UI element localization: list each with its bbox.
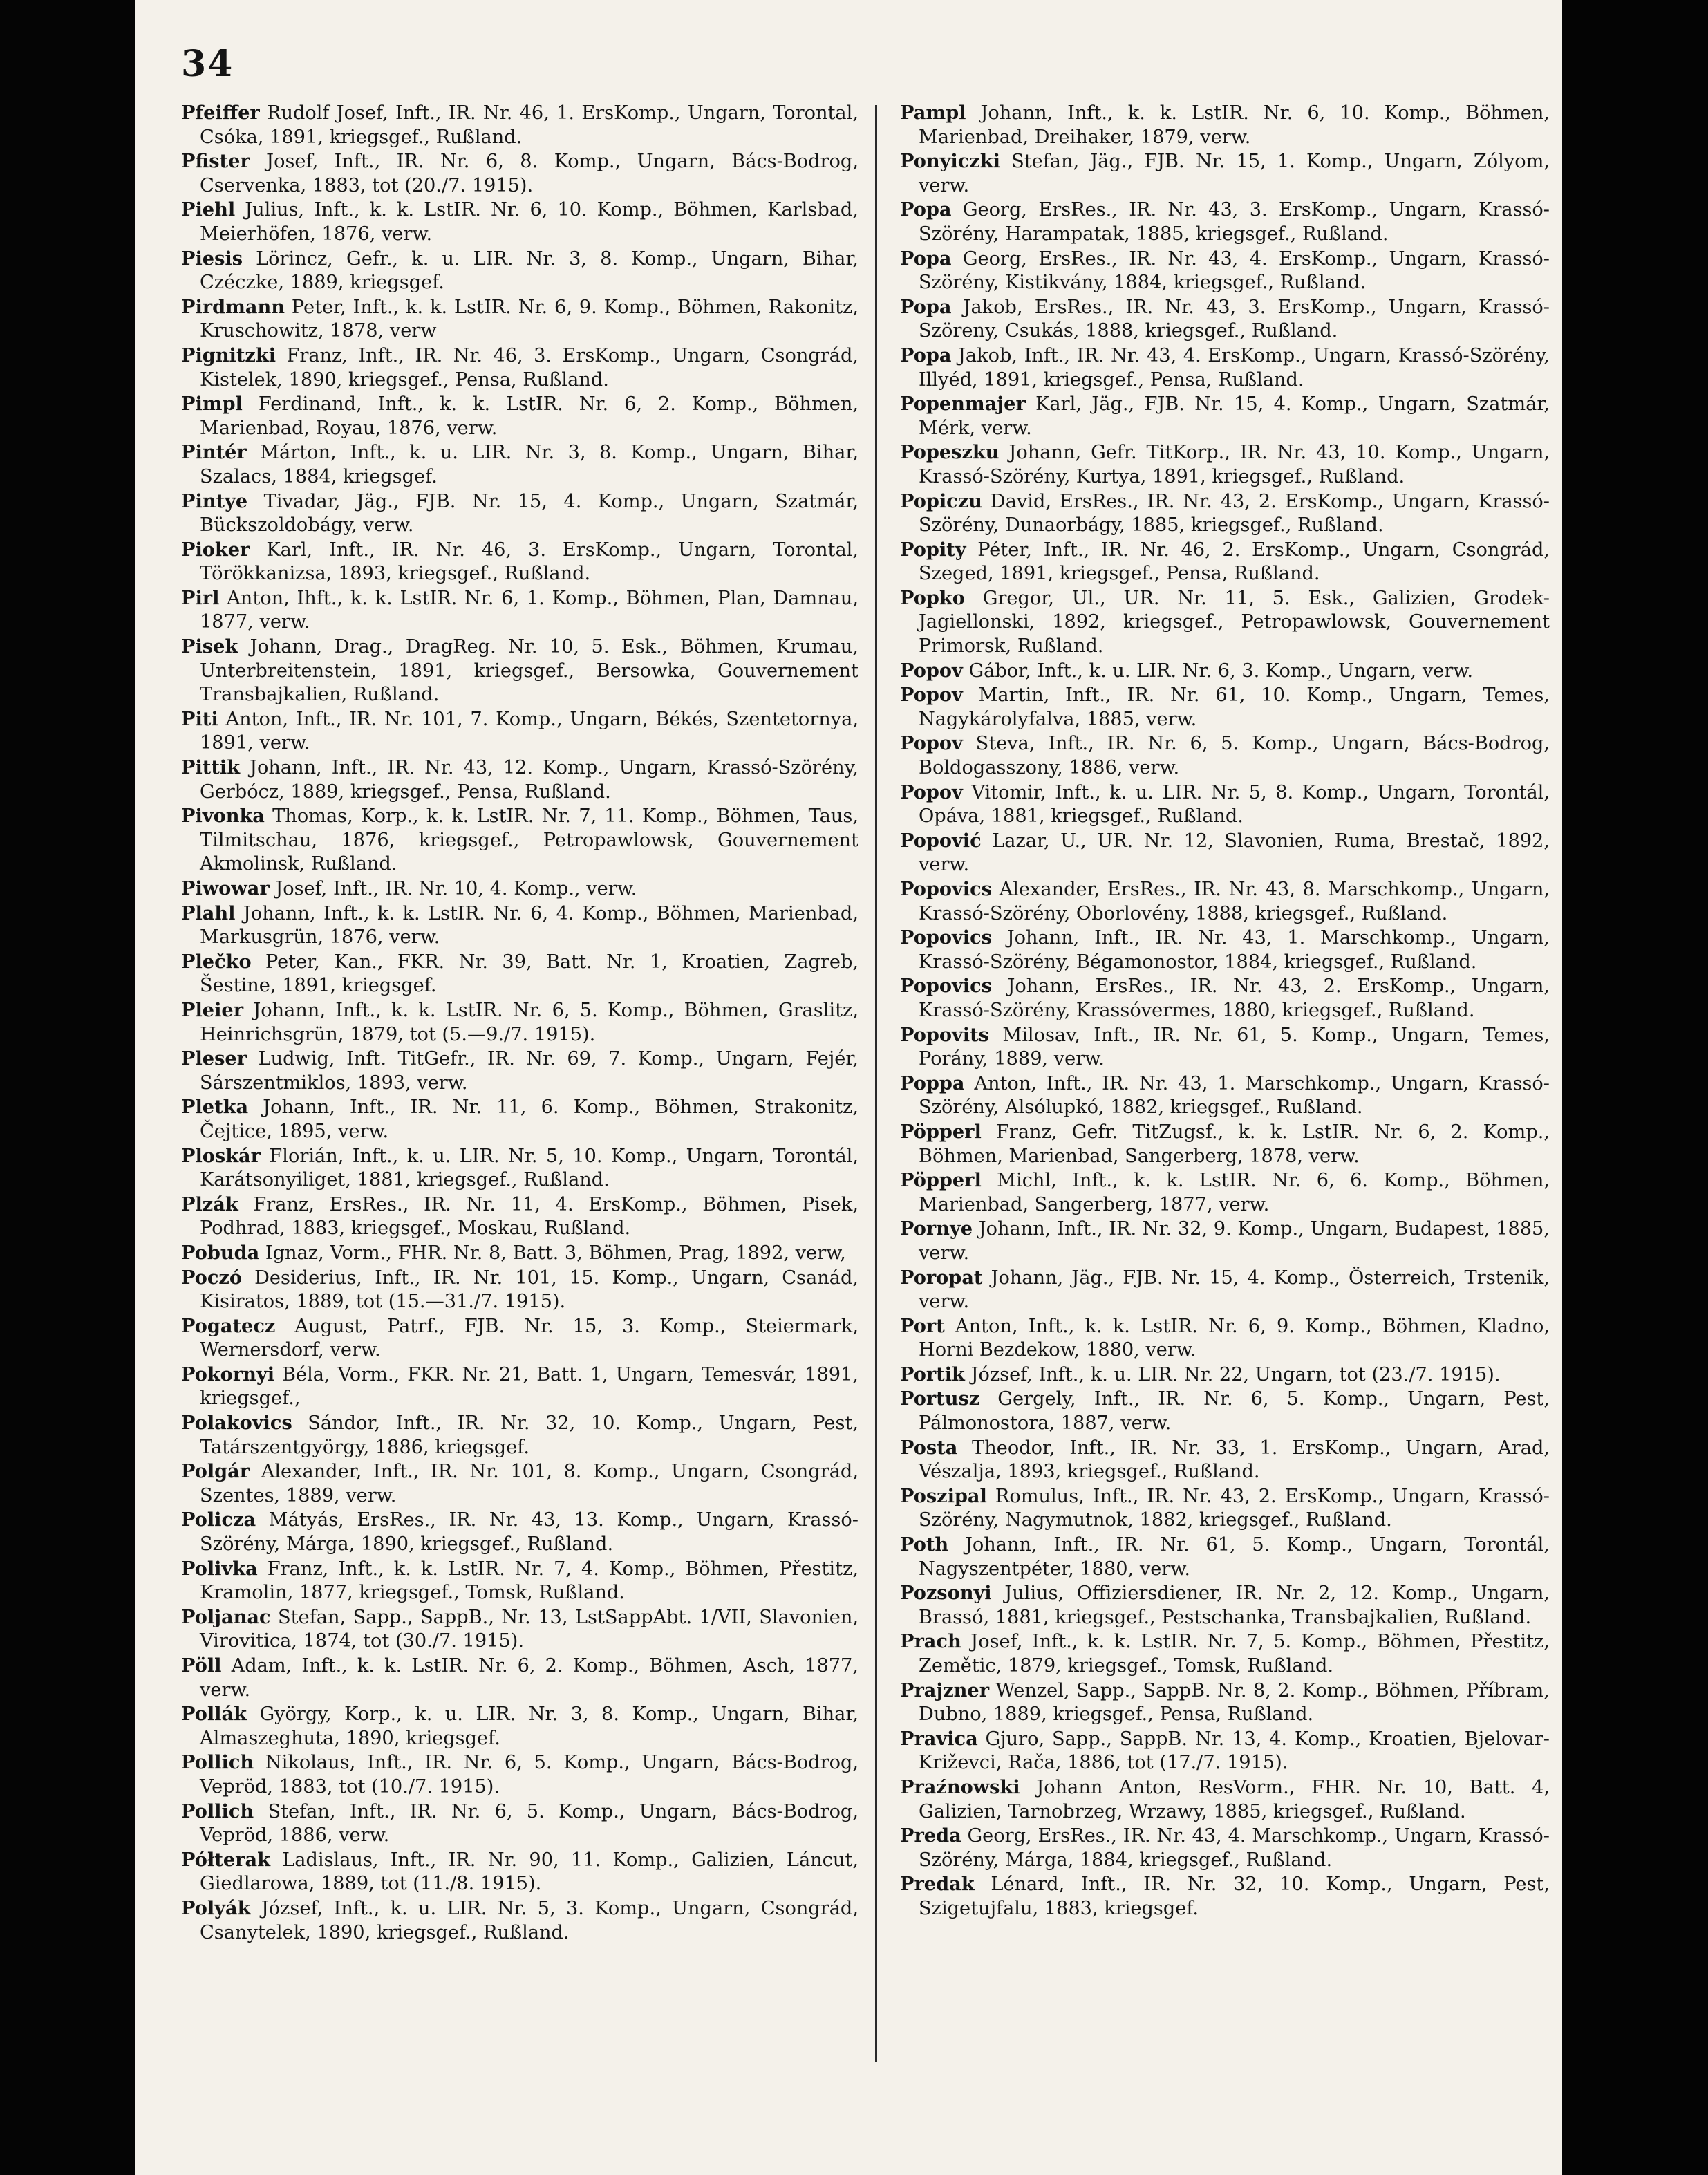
- entry-details: Gábor, Inft., k. u. LIR. Nr. 6, 3. Komp., Ungarn, verw.: [968, 660, 1473, 682]
- entry-surname: Popity: [900, 538, 966, 561]
- entry-details: Theodor, Inft., IR. Nr. 33, 1. ErsKomp., Ungarn, Arad, Vészalja, 1893, kriegsgef., Rußland.: [919, 1437, 1550, 1483]
- entry-details: Lazar, U., UR. Nr. 12, Slavonien, Ruma, Brestač, 1892, verw.: [919, 830, 1550, 876]
- list-item: [900, 1679, 1550, 1727]
- entry-details: Johann, Inft., IR. Nr. 11, 6. Komp., Böhmen, Strakonitz, Čejtice, 1895, verw.: [200, 1096, 858, 1142]
- entry-details: Georg, ErsRes., IR. Nr. 43, 4. Marschkomp., Ungarn, Krassó-Szörény, Márga, 1884, kriegsgef., Rußland.: [919, 1825, 1550, 1871]
- entry-details: Tivadar, Jäg., FJB. Nr. 15, 4. Komp., Ungarn, Szatmár, Bückszoldobágy, verw.: [200, 490, 858, 536]
- list-item: [900, 877, 1550, 926]
- list-item: [181, 1411, 858, 1459]
- list-item: [181, 635, 858, 707]
- page-number: 34: [181, 43, 234, 85]
- scan-border-left: [0, 0, 135, 2175]
- list-item: [181, 489, 858, 538]
- entry-surname: Piesis: [181, 247, 243, 270]
- list-item: [900, 295, 1550, 344]
- entry-details: Stefan, Sapp., SappB., Nr. 13, LstSappAbt. 1/VII, Slavonien, Virovitica, 1874, tot (30./7. 1915).: [200, 1606, 858, 1652]
- list-item: [181, 440, 858, 489]
- entry-details: Mátyás, ErsRes., IR. Nr. 43, 13. Komp., Ungarn, Krassó-Szörény, Márga, 1890, kriegsgef., Rußland.: [200, 1509, 858, 1556]
- entry-details: Johann, Inft., k. k. LstIR. Nr. 6, 4. Komp., Böhmen, Marienbad, Markusgrün, 1876, verw.: [200, 902, 858, 949]
- entry-surname: Portik: [900, 1363, 965, 1385]
- entry-surname: Pozsonyi: [900, 1582, 992, 1605]
- entry-details: Nikolaus, Inft., IR. Nr. 6, 5. Komp., Ungarn, Bács-Bodrog, Vepröd, 1883, tot (10./7. 1915).: [200, 1752, 858, 1798]
- list-item: [181, 950, 858, 998]
- entry-details: Michl, Inft., k. k. LstIR. Nr. 6, 6. Komp., Böhmen, Marienbad, Sangerberg, 1877, verw.: [919, 1170, 1550, 1215]
- entry-details: Georg, ErsRes., IR. Nr. 43, 3. ErsKomp., Ungarn, Krassó-Szörény, Harampatak, 1885, kriegsgef., Rußland.: [919, 199, 1550, 245]
- list-item: [181, 1848, 858, 1896]
- list-item: [181, 1751, 858, 1799]
- list-item: [181, 998, 858, 1047]
- entry-details: David, ErsRes., IR. Nr. 43, 2. ErsKomp., Ungarn, Krassó-Szörény, Dunaorbágy, 1885, kriegsgef., Rußland.: [919, 490, 1550, 536]
- entry-details: József, Inft., k. u. LIR. Nr. 22, Ungarn, tot (23./7. 1915).: [970, 1363, 1501, 1385]
- list-item: [900, 538, 1550, 586]
- entry-surname: Poth: [900, 1533, 949, 1556]
- list-item: [900, 344, 1550, 392]
- entry-surname: Popa: [900, 344, 952, 366]
- entry-details: Gregor, Ul., UR. Nr. 11, 5. Esk., Galizien, Grodek-Jagiellonski, 1892, kriegsgef., Petropawlowsk, Gouvernement Primorsk, Rußland.: [919, 587, 1550, 657]
- entry-surname: Prach: [900, 1630, 961, 1653]
- entry-surname: Pletka: [181, 1096, 249, 1119]
- entry-details: Franz, Gefr. TitZugsf., k. k. LstIR. Nr. 6, 2. Komp., Böhmen, Marienbad, Sangerberg, 1878, verw.: [919, 1121, 1550, 1167]
- list-item: [900, 1314, 1550, 1363]
- left-column: [181, 101, 858, 1945]
- entry-surname: Poczó: [181, 1266, 242, 1289]
- entry-surname: Polgár: [181, 1460, 250, 1483]
- list-item: [181, 1459, 858, 1508]
- entry-surname: Preda: [900, 1824, 961, 1847]
- list-item: [181, 295, 858, 344]
- list-item: [900, 683, 1550, 731]
- list-item: [900, 247, 1550, 295]
- entry-surname: Pintye: [181, 489, 248, 512]
- entry-details: Johann, Inft., k. k. LstIR. Nr. 6, 10. Komp., Böhmen, Marienbad, Dreihaker, 1879, verw.: [919, 102, 1550, 148]
- entry-surname: Piwowar: [181, 877, 270, 899]
- list-item: [900, 1387, 1550, 1435]
- list-item: [181, 707, 858, 756]
- entry-surname: Pioker: [181, 538, 250, 561]
- scan-border-right: [1562, 0, 1708, 2175]
- entry-surname: Popa: [900, 295, 952, 318]
- list-item: [181, 1241, 858, 1266]
- entry-surname: Plzák: [181, 1193, 238, 1215]
- entry-details: Wenzel, Sapp., SappB. Nr. 8, 2. Komp., Böhmen, Příbram, Dubno, 1889, kriegsgef., Pensa, Rußland.: [919, 1679, 1550, 1726]
- list-item: [900, 1533, 1550, 1581]
- entry-details: Milosav, Inft., IR. Nr. 61, 5. Komp., Ungarn, Temes, Porány, 1889, verw.: [919, 1024, 1550, 1070]
- entry-surname: Poljanac: [181, 1605, 271, 1628]
- entry-surname: Pivonka: [181, 805, 265, 828]
- list-item: [181, 538, 858, 586]
- entry-surname: Portusz: [900, 1388, 980, 1410]
- entry-details: Anton, Inft., IR. Nr. 101, 7. Komp., Ungarn, Békés, Szentetornya, 1891, verw.: [200, 708, 858, 754]
- entry-surname: Polakovics: [181, 1412, 292, 1435]
- entry-details: Peter, Kan., FKR. Nr. 39, Batt. Nr. 1, Kroatien, Zagreb, Šestine, 1891, kriegsgef.: [200, 951, 858, 997]
- entry-details: Stefan, Jäg., FJB. Nr. 15, 1. Komp., Ungarn, Zólyom, verw.: [919, 151, 1550, 196]
- entry-details: Steva, Inft., IR. Nr. 6, 5. Komp., Ungarn, Bács-Bodrog, Boldogasszony, 1886, verw.: [919, 733, 1550, 779]
- entry-details: Vitomir, Inft., k. u. LIR. Nr. 5, 8. Komp., Ungarn, Torontál, Opáva, 1881, kriegsgef., Rußland.: [919, 781, 1550, 828]
- right-column: [900, 101, 1550, 1921]
- entry-surname: Polivka: [181, 1557, 258, 1580]
- entry-details: Ladislaus, Inft., IR. Nr. 90, 11. Komp., Galizien, Láncut, Giedlarowa, 1889, tot (11./8. 1915).: [200, 1849, 858, 1895]
- entry-details: Franz, ErsRes., IR. Nr. 11, 4. ErsKomp., Böhmen, Pisek, Podhrad, 1883, kriegsgef., Moskau, Rußland.: [200, 1193, 858, 1240]
- list-item: [181, 344, 858, 392]
- entry-details: Julius, Inft., k. k. LstIR. Nr. 6, 10. Komp., Böhmen, Karlsbad, Meierhöfen, 1876, verw.: [200, 199, 858, 245]
- entry-details: Márton, Inft., k. u. LIR. Nr. 3, 8. Komp., Ungarn, Bihar, Szalacs, 1884, kriegsgef.: [200, 442, 858, 487]
- entry-details: Ludwig, Inft. TitGefr., IR. Nr. 69, 7. Komp., Ungarn, Fejér, Sárszentmiklos, 1893, verw.: [200, 1048, 858, 1094]
- entry-details: Anton, Ihft., k. k. LstIR. Nr. 6, 1. Komp., Böhmen, Plan, Damnau, 1877, verw.: [200, 587, 858, 633]
- list-item: [900, 926, 1550, 974]
- list-item: [900, 1775, 1550, 1824]
- entry-details: Johann, Jäg., FJB. Nr. 15, 4. Komp., Österreich, Trstenik, verw.: [919, 1267, 1550, 1313]
- list-item: [900, 1363, 1550, 1388]
- list-item: [181, 1654, 858, 1702]
- entry-details: Johann, Drag., DragReg. Nr. 10, 5. Esk., Böhmen, Krumau, Unterbreitenstein, 1891, kriegsgef., Bersowka, Gouvernement Transbajkalien, Rußland.: [200, 636, 858, 706]
- entry-details: Anton, Inft., IR. Nr. 43, 1. Marschkomp., Ungarn, Krassó-Szörény, Alsólupkó, 1882, kriegsgef., Rußland.: [919, 1072, 1550, 1119]
- list-item: [900, 1168, 1550, 1217]
- entry-details: Johann, Inft., k. k. LstIR. Nr. 6, 5. Komp., Böhmen, Graslitz, Heinrichsgrün, 1879, tot (5.—9./7. 1915).: [200, 999, 858, 1045]
- list-item: [900, 731, 1550, 780]
- list-item: [181, 101, 858, 149]
- entry-details: Thomas, Korp., k. k. LstIR. Nr. 7, 11. Komp., Böhmen, Taus, Tilmitschau, 1876, kriegsgef., Petropawlowsk, Gouvernement Akmolinsk, Rußland.: [200, 805, 858, 875]
- entry-surname: Pleser: [181, 1047, 247, 1070]
- entry-surname: Popenmajer: [900, 393, 1026, 416]
- list-item: [181, 1095, 858, 1143]
- list-item: [181, 1144, 858, 1193]
- list-item: [900, 1727, 1550, 1775]
- list-item: [900, 659, 1550, 684]
- entry-surname: Pampl: [900, 102, 966, 124]
- entry-surname: Popovics: [900, 926, 992, 949]
- list-item: [181, 1047, 858, 1095]
- list-item: [900, 1072, 1550, 1120]
- list-item: [900, 974, 1550, 1023]
- document-page: [135, 0, 1562, 2175]
- entry-surname: Popa: [900, 247, 952, 270]
- list-item: [181, 1800, 858, 1848]
- entry-details: Alexander, Inft., IR. Nr. 101, 8. Komp., Ungarn, Csongrád, Szentes, 1889, verw.: [200, 1461, 858, 1506]
- entry-details: Johann, Inft., IR. Nr. 32, 9. Komp., Ungarn, Budapest, 1885, verw.: [919, 1218, 1550, 1264]
- column-divider: [875, 105, 877, 2062]
- entry-surname: Ponyiczki: [900, 150, 1000, 173]
- entry-surname: Poropat: [900, 1266, 983, 1289]
- entry-details: August, Patrf., FJB. Nr. 15, 3. Komp., Steiermark, Wernersdorf, verw.: [200, 1315, 858, 1361]
- entry-surname: Popko: [900, 586, 965, 609]
- entry-surname: Pöll: [181, 1654, 222, 1677]
- entry-surname: Policza: [181, 1509, 256, 1531]
- list-item: [181, 1557, 858, 1605]
- entry-surname: Piehl: [181, 198, 236, 221]
- entry-details: Johann, Gefr. TitKorp., IR. Nr. 43, 10. Komp., Ungarn, Krassó-Szörény, Kurtya, 1891, kriegsgef., Rußland.: [919, 442, 1550, 487]
- entry-details: Desiderius, Inft., IR. Nr. 101, 15. Komp., Ungarn, Csanád, Kisiratos, 1889, tot (15.—31./7. 1915).: [200, 1267, 858, 1313]
- list-item: [900, 489, 1550, 538]
- entry-details: Péter, Inft., IR. Nr. 46, 2. ErsKomp., Ungarn, Csongrád, Szeged, 1891, kriegsgef., Pensa, Rußland.: [919, 539, 1550, 585]
- list-item: [181, 1193, 858, 1241]
- entry-details: Lörincz, Gefr., k. u. LIR. Nr. 3, 8. Komp., Ungarn, Bihar, Czéczke, 1889, kriegsgef.: [200, 248, 858, 294]
- entry-surname: Poszipal: [900, 1484, 987, 1507]
- entry-surname: Pokornyi: [181, 1363, 275, 1385]
- entry-surname: Pravica: [900, 1727, 978, 1750]
- entry-surname: Pleier: [181, 998, 244, 1021]
- entry-details: Gjuro, Sapp., SappB. Nr. 13, 4. Komp., Kroatien, Bjelovar-Križevci, Rača, 1886, tot (17./7. 1915).: [919, 1728, 1550, 1774]
- entry-details: Stefan, Inft., IR. Nr. 6, 5. Komp., Ungarn, Bács-Bodrog, Vepröd, 1886, verw.: [200, 1800, 858, 1847]
- list-item: [900, 1217, 1550, 1265]
- entry-surname: Popovics: [900, 975, 992, 998]
- list-item: [181, 804, 858, 877]
- entry-surname: Pirl: [181, 586, 220, 609]
- entry-details: Georg, ErsRes., IR. Nr. 43, 4. ErsKomp., Ungarn, Krassó-Szörény, Kistikvány, 1884, kriegsgef., Rußland.: [919, 248, 1550, 294]
- entry-surname: Pittik: [181, 756, 241, 779]
- entry-details: Josef, Inft., IR. Nr. 6, 8. Komp., Ungarn, Bács-Bodrog, Cservenka, 1883, tot (20./7. 1915).: [200, 151, 858, 196]
- entry-details: Béla, Vorm., FKR. Nr. 21, Batt. 1, Ungarn, Temesvár, 1891, kriegsgef.,: [200, 1363, 858, 1410]
- list-item: [900, 1581, 1550, 1630]
- list-item: [900, 392, 1550, 440]
- entry-details: Alexander, ErsRes., IR. Nr. 43, 8. Marschkomp., Ungarn, Krassó-Szörény, Oborlovény, 1888, kriegsgef., Rußland.: [919, 879, 1550, 924]
- entry-details: Rudolf Josef, Inft., IR. Nr. 46, 1. ErsKomp., Ungarn, Torontal, Csóka, 1891, kriegsgef., Rußland.: [200, 102, 858, 148]
- entry-surname: Półterak: [181, 1848, 270, 1871]
- list-item: [900, 1872, 1550, 1921]
- entry-details: Peter, Inft., k. k. LstIR. Nr. 6, 9. Komp., Böhmen, Rakonitz, Kruschowitz, 1878, verw: [200, 296, 858, 342]
- entry-surname: Ploskár: [181, 1144, 261, 1167]
- entry-surname: Prajzner: [900, 1679, 990, 1701]
- entry-details: Johann, Inft., IR. Nr. 43, 12. Komp., Ungarn, Krassó-Szörény, Gerbócz, 1889, kriegsgef., Pensa, Rußland.: [200, 757, 858, 803]
- entry-surname: Pöpperl: [900, 1120, 982, 1143]
- entry-surname: Popa: [900, 198, 952, 221]
- entry-surname: Pollák: [181, 1703, 247, 1726]
- list-item: [900, 1484, 1550, 1533]
- entry-surname: Popov: [900, 732, 963, 755]
- entry-surname: Pignitzki: [181, 344, 276, 366]
- entry-details: Lénard, Inft., IR. Nr. 32, 10. Komp., Ungarn, Pest, Szigetujfalu, 1883, kriegsgef.: [919, 1874, 1550, 1919]
- entry-details: Martin, Inft., IR. Nr. 61, 10. Komp., Ungarn, Temes, Nagykárolyfalva, 1885, verw.: [919, 684, 1550, 730]
- list-item: [900, 829, 1550, 877]
- list-item: [900, 586, 1550, 659]
- entry-details: György, Korp., k. u. LIR. Nr. 3, 8. Komp., Ungarn, Bihar, Almaszeghuta, 1890, kriegsgef.: [200, 1703, 858, 1749]
- entry-surname: Poppa: [900, 1072, 965, 1094]
- entry-details: Gergely, Inft., IR. Nr. 6, 5. Komp., Ungarn, Pest, Pálmonostora, 1887, verw.: [919, 1388, 1550, 1435]
- list-item: [900, 1436, 1550, 1484]
- list-item: [900, 1630, 1550, 1678]
- entry-details: Florián, Inft., k. u. LIR. Nr. 5, 10. Komp., Ungarn, Torontál, Karátsonyiliget, 1881, kriegsgef., Rußland.: [200, 1145, 858, 1191]
- list-item: [181, 149, 858, 198]
- list-item: [181, 1702, 858, 1751]
- list-item: [181, 1508, 858, 1556]
- entry-surname: Popovits: [900, 1023, 989, 1046]
- list-item: [900, 198, 1550, 246]
- list-item: [900, 440, 1550, 489]
- entry-details: Josef, Inft., k. k. LstIR. Nr. 7, 5. Komp., Böhmen, Přestitz, Zemětic, 1879, kriegsgef., Tomsk, Rußland.: [919, 1631, 1550, 1677]
- entry-surname: Pornye: [900, 1217, 973, 1240]
- list-item: [900, 149, 1550, 198]
- entry-surname: Popovics: [900, 878, 992, 900]
- list-item: [900, 101, 1550, 149]
- list-item: [900, 1120, 1550, 1168]
- entry-surname: Popov: [900, 781, 963, 803]
- entry-details: Johann, Inft., IR. Nr. 61, 5. Komp., Ungarn, Torontál, Nagyszentpéter, 1880, verw.: [919, 1534, 1550, 1580]
- entry-details: Julius, Offiziersdiener, IR. Nr. 2, 12. Komp., Ungarn, Brassó, 1881, kriegsgef., Pestschanka, Transbajkalien, Rußland.: [919, 1583, 1550, 1628]
- entry-details: Ignaz, Vorm., FHR. Nr. 8, Batt. 3, Böhmen, Prag, 1892, verw,: [265, 1242, 846, 1264]
- list-item: [181, 1363, 858, 1411]
- list-item: [900, 1266, 1550, 1314]
- entry-details: Jakob, ErsRes., IR. Nr. 43, 3. ErsKomp., Ungarn, Krassó-Szöreny, Csukás, 1888, kriegsgef., Rußland.: [919, 296, 1550, 342]
- entry-surname: Pimpl: [181, 393, 243, 416]
- entry-details: Romulus, Inft., IR. Nr. 43, 2. ErsKomp., Ungarn, Krassó-Szörény, Nagymutnok, 1882, kriegsgef., Rußland.: [919, 1485, 1550, 1531]
- entry-details: Franz, Inft., k. k. LstIR. Nr. 7, 4. Komp., Böhmen, Přestitz, Kramolin, 1877, kriegsgef., Tomsk, Rußland.: [200, 1558, 858, 1604]
- entry-surname: Pollich: [181, 1800, 254, 1822]
- entry-surname: Pfister: [181, 150, 250, 173]
- entry-details: Karl, Jäg., FJB. Nr. 15, 4. Komp., Ungarn, Szatmár, Mérk, verw.: [919, 393, 1550, 439]
- entry-surname: Polyák: [181, 1896, 251, 1919]
- entry-details: Karl, Inft., IR. Nr. 46, 3. ErsKomp., Ungarn, Torontal, Törökkanizsa, 1893, kriegsgef., Rußland.: [200, 539, 858, 585]
- entry-surname: Plahl: [181, 902, 236, 924]
- entry-surname: Praźnowski: [900, 1775, 1020, 1798]
- entry-surname: Pirdmann: [181, 295, 285, 318]
- entry-surname: Plečko: [181, 950, 252, 973]
- list-item: [900, 1023, 1550, 1072]
- entry-surname: Port: [900, 1314, 945, 1337]
- entry-surname: Pfeiffer: [181, 102, 260, 124]
- list-item: [181, 1896, 858, 1945]
- entry-surname: Pollich: [181, 1751, 254, 1774]
- entry-details: Jakob, Inft., IR. Nr. 43, 4. ErsKomp., Ungarn, Krassó-Szörény, Illyéd, 1891, kriegsgef., Pensa, Rußland.: [919, 344, 1550, 391]
- entry-surname: Posta: [900, 1436, 958, 1459]
- entry-surname: Piti: [181, 707, 218, 730]
- entry-surname: Popov: [900, 659, 963, 682]
- list-item: [181, 756, 858, 804]
- entry-surname: Pöpperl: [900, 1169, 982, 1192]
- entry-surname: Pobuda: [181, 1241, 260, 1264]
- entry-details: Ferdinand, Inft., k. k. LstIR. Nr. 6, 2. Komp., Böhmen, Marienbad, Royau, 1876, verw.: [200, 393, 858, 439]
- entry-details: József, Inft., k. u. LIR. Nr. 5, 3. Komp., Ungarn, Csongrád, Csanytelek, 1890, kriegsgef., Rußland.: [200, 1897, 858, 1943]
- entry-details: Josef, Inft., IR. Nr. 10, 4. Komp., verw.: [275, 878, 637, 899]
- entry-surname: Pogatecz: [181, 1314, 276, 1337]
- list-item: [181, 247, 858, 295]
- list-item: [181, 902, 858, 950]
- list-item: [900, 781, 1550, 829]
- list-item: [181, 877, 858, 902]
- entry-surname: Pintér: [181, 441, 247, 464]
- entry-details: Franz, Inft., IR. Nr. 46, 3. ErsKomp., Ungarn, Csongrád, Kistelek, 1890, kriegsgef., Pensa, Rußland.: [200, 344, 858, 391]
- entry-surname: Popović: [900, 829, 982, 852]
- list-item: [900, 1824, 1550, 1872]
- entry-surname: Popeszku: [900, 441, 1000, 464]
- entry-surname: Pisek: [181, 635, 238, 658]
- entry-details: Johann, Inft., IR. Nr. 43, 1. Marschkomp., Ungarn, Krassó-Szörény, Bégamonostor, 1884, kriegsgef., Rußland.: [919, 927, 1550, 973]
- entry-surname: Popov: [900, 684, 963, 707]
- entry-details: Adam, Inft., k. k. LstIR. Nr. 6, 2. Komp., Böhmen, Asch, 1877, verw.: [200, 1655, 858, 1701]
- entry-surname: Popiczu: [900, 489, 982, 512]
- list-item: [181, 586, 858, 635]
- entry-surname: Predak: [900, 1873, 975, 1896]
- entry-details: Johann Anton, ResVorm., FHR. Nr. 10, Batt. 4, Galizien, Tarnobrzeg, Wrzawy, 1885, kriegsgef., Rußland.: [919, 1776, 1550, 1822]
- list-item: [181, 1314, 858, 1363]
- list-item: [181, 392, 858, 440]
- entry-details: Anton, Inft., k. k. LstIR. Nr. 6, 9. Komp., Böhmen, Kladno, Horni Bezdekow, 1880, verw.: [919, 1315, 1550, 1361]
- list-item: [181, 1605, 858, 1654]
- list-item: [181, 198, 858, 246]
- list-item: [181, 1266, 858, 1314]
- entry-details: Johann, ErsRes., IR. Nr. 43, 2. ErsKomp., Ungarn, Krassó-Szörény, Krassóvermes, 1880, kriegsgef., Rußland.: [919, 976, 1550, 1021]
- entry-details: Sándor, Inft., IR. Nr. 32, 10. Komp., Ungarn, Pest, Tatárszentgyörgy, 1886, kriegsgef.: [200, 1412, 858, 1458]
